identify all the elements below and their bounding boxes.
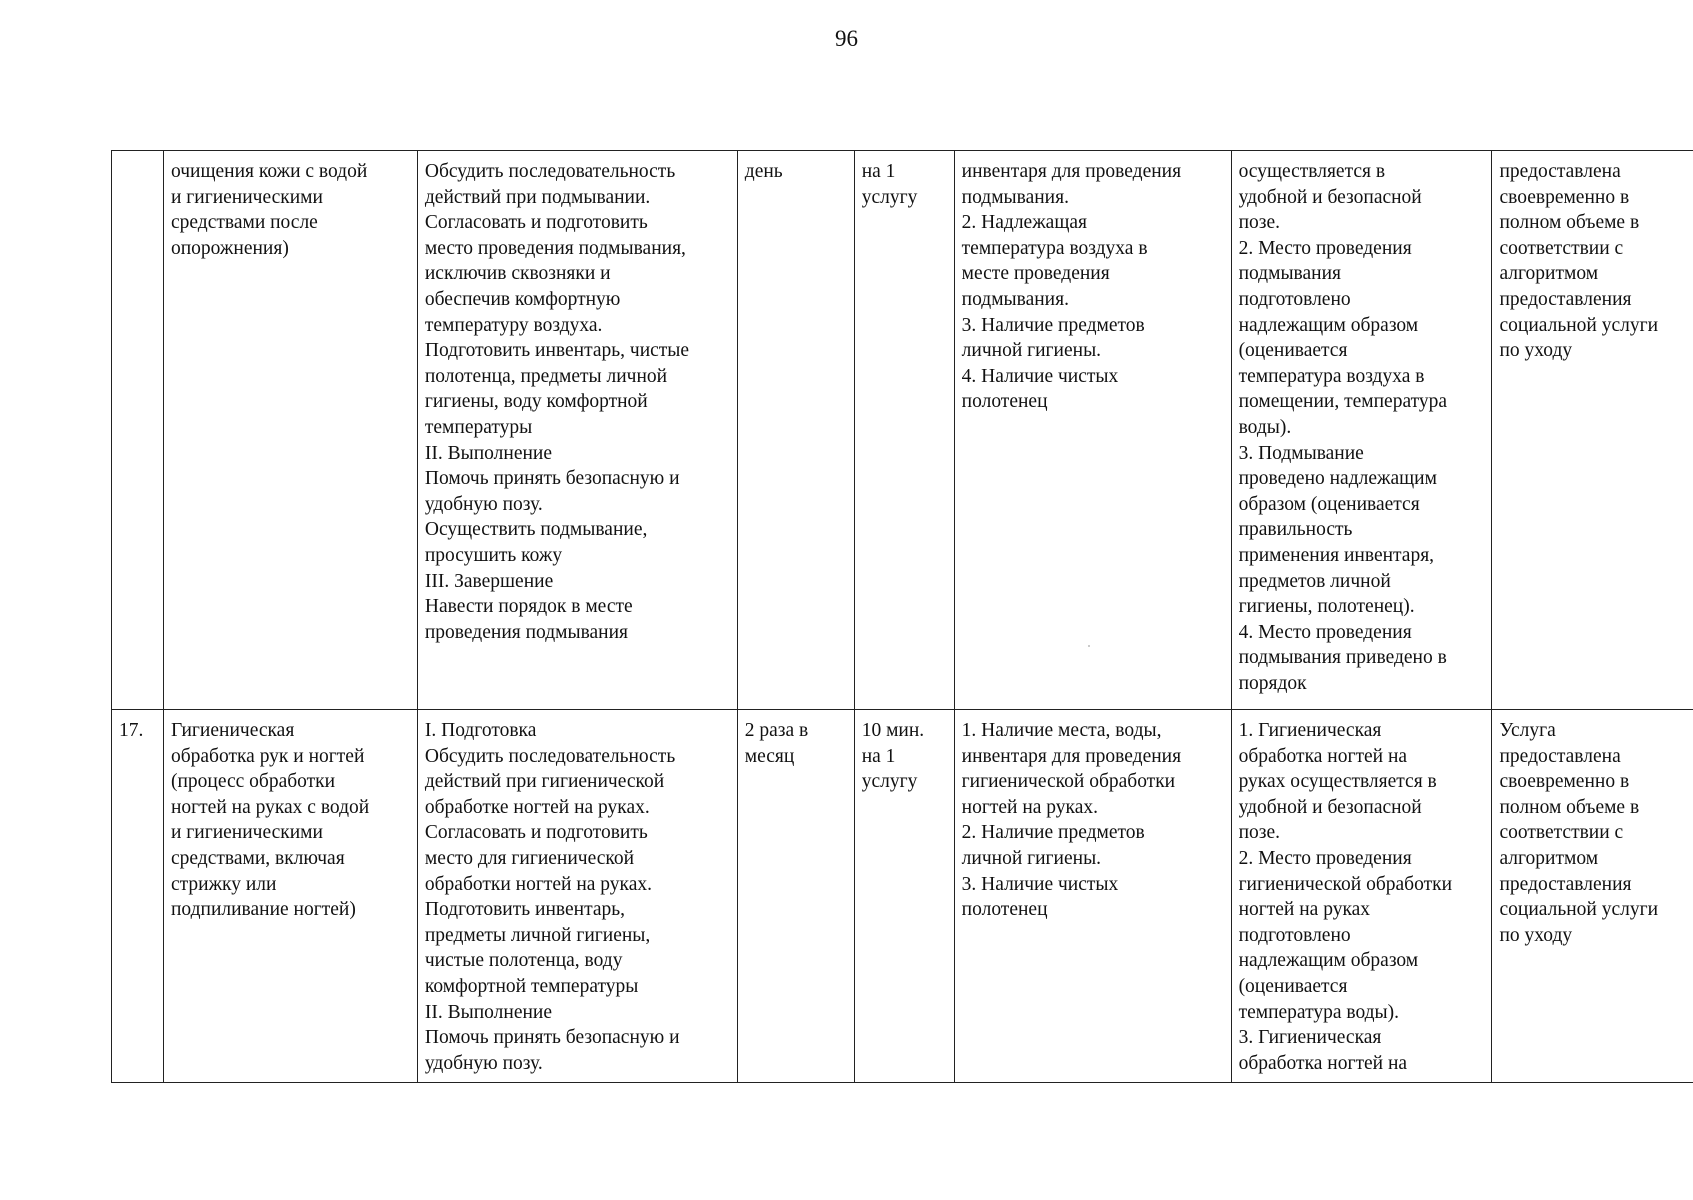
duration-cell (854, 710, 954, 1083)
text-line: очищения кожи с водой (170, 161, 368, 182)
services-table (111, 150, 1693, 1083)
text-line: полотенец (961, 391, 1048, 413)
text-line: проведено надлежащим (1238, 468, 1437, 490)
text-line: месте проведения (961, 263, 1110, 285)
text-line: температуру воздуха. (424, 314, 603, 336)
text-line: подмывания приведено в (1238, 647, 1447, 669)
text-line: 4. Место проведения (1238, 621, 1412, 643)
text-line: температура воды). (1238, 1001, 1400, 1023)
text-line: опорожнения) (170, 237, 289, 259)
text-line: обработке ногтей на руках. (424, 796, 650, 818)
table-row (112, 710, 1693, 1083)
text-line: 3. Гигиеническая (1238, 1027, 1382, 1049)
text-line: надлежащим образом (1238, 314, 1419, 336)
text-line: II. Выполнение (424, 1001, 552, 1023)
text-line: подготовлено (1238, 924, 1351, 946)
text-line: инвентаря для проведения (961, 161, 1182, 182)
text-line: проведения подмывания (424, 621, 629, 643)
text-line: Осуществить подмывание, (424, 519, 648, 541)
text-line: гигиены, воду комфортной (424, 391, 648, 413)
text-line: инвентаря для проведения (961, 745, 1182, 767)
text-line: обработка рук и ногтей (170, 745, 365, 767)
text-line: услугу (861, 186, 918, 208)
text-line: средствами, включая (170, 847, 345, 869)
text-line: Обсудить последовательность (424, 161, 676, 182)
frequency-cell (737, 710, 854, 1083)
text-line: Услуга (1499, 720, 1556, 741)
result-cell (1492, 710, 1693, 1083)
text-line: месяц (744, 745, 795, 767)
text-line: 4. Наличие чистых (961, 365, 1119, 387)
text-line: место для гигиенической (424, 847, 635, 869)
text-line: порядок (1238, 672, 1307, 694)
text-line: предоставлена (1499, 745, 1621, 767)
quality-indicators-cell (1231, 151, 1492, 710)
text-line: и гигиеническими (170, 186, 323, 208)
text-line: Согласовать и подготовить (424, 822, 648, 844)
text-line: действий при подмывании. (424, 186, 651, 208)
text-line: позе. (1238, 822, 1280, 844)
conditions-cell (954, 710, 1231, 1083)
service-name-cell (163, 151, 417, 710)
result-cell (1492, 151, 1693, 710)
text-line: воды). (1238, 416, 1292, 438)
text-line: и гигиеническими (170, 822, 323, 844)
text-line: подмывания. (961, 288, 1069, 310)
text-line: Помочь принять безопасную и (424, 468, 680, 490)
scan-speck (1088, 645, 1090, 647)
text-line: день (744, 161, 783, 182)
text-line: 1. Наличие места, воды, (961, 720, 1162, 741)
text-line: температуры (424, 416, 533, 438)
text-line: услугу (861, 771, 918, 793)
text-line: I. Подготовка (424, 720, 537, 741)
text-line: температура воздуха в (961, 237, 1148, 259)
text-line: алгоритмом (1499, 847, 1599, 869)
text-line: просушить кожу (424, 544, 563, 566)
text-line: на 1 (861, 161, 896, 182)
text-line: действий при гигиенической (424, 771, 665, 793)
text-line: личной гигиены. (961, 340, 1102, 362)
conditions-cell (954, 151, 1231, 710)
text-line: чистые полотенца, воду (424, 950, 623, 972)
text-line: 3. Подмывание (1238, 442, 1364, 464)
row-number-cell (112, 151, 164, 710)
text-line: помещении, температура (1238, 391, 1448, 413)
text-line: позе. (1238, 212, 1280, 234)
frequency-cell (737, 151, 854, 710)
text-line: надлежащим образом (1238, 950, 1419, 972)
text-line: 2. Место проведения (1238, 847, 1412, 869)
text-line: полном объеме в (1499, 796, 1640, 818)
text-line: своевременно в (1499, 771, 1630, 793)
text-line: образом (оценивается (1238, 493, 1420, 515)
text-line: осуществляется в (1238, 161, 1386, 182)
service-content-cell (417, 151, 737, 710)
text-line: гигиены, полотенец). (1238, 596, 1415, 618)
text-line: предметы личной гигиены, (424, 924, 651, 946)
text-line: температура воздуха в (1238, 365, 1425, 387)
text-line: (оценивается (1238, 340, 1348, 362)
text-line: Навести порядок в месте (424, 596, 633, 618)
text-line: предоставлена (1499, 161, 1621, 182)
text-line: ногтей на руках. (961, 796, 1098, 818)
text-line: полотенца, предметы личной (424, 365, 668, 387)
text-line: Подготовить инвентарь, чистые (424, 340, 690, 362)
text-line: полном объеме в (1499, 212, 1640, 234)
text-line: комфортной температуры (424, 975, 639, 997)
text-line: II. Выполнение (424, 442, 552, 464)
text-line: удобную позу. (424, 1052, 543, 1074)
text-line: по уходу (1499, 340, 1573, 362)
text-line: 2 раза в (744, 720, 809, 741)
text-line: обработки ногтей на руках. (424, 873, 653, 895)
text-line: 2. Надлежащая (961, 212, 1087, 234)
text-line: алгоритмом (1499, 263, 1599, 285)
service-content-cell (417, 710, 737, 1083)
text-line: Подготовить инвентарь, (424, 899, 626, 921)
text-line: предоставления (1499, 288, 1632, 310)
text-line: 10 мин. (861, 720, 925, 741)
text-line: полотенец (961, 899, 1048, 921)
text-line: III. Завершение (424, 570, 554, 592)
text-line: Обсудить последовательность (424, 745, 676, 767)
text-line: обработка ногтей на (1238, 745, 1408, 767)
row-number-cell: 17. (112, 710, 164, 1083)
text-line: (процесс обработки (170, 771, 336, 793)
text-line: (оценивается (1238, 975, 1348, 997)
text-line: исключив сквозняки и (424, 263, 611, 285)
text-line: соответствии с (1499, 237, 1624, 259)
text-line: обеспечив комфортную (424, 288, 621, 310)
text-line: обработка ногтей на (1238, 1052, 1408, 1074)
text-line: гигиенической обработки (1238, 873, 1453, 895)
text-line: соответствии с (1499, 822, 1624, 844)
text-line: правильность (1238, 519, 1353, 541)
text-line: предоставления (1499, 873, 1632, 895)
page-number: 96 (835, 26, 858, 51)
text-line: 1. Гигиеническая (1238, 720, 1382, 741)
text-line: подмывания. (961, 186, 1069, 208)
text-line: ногтей на руках с водой (170, 796, 370, 818)
text-line: удобной и безопасной (1238, 796, 1422, 818)
text-line: по уходу (1499, 924, 1573, 946)
text-line: 3. Наличие предметов (961, 314, 1145, 336)
text-line: ногтей на руках (1238, 899, 1371, 921)
text-line: средствами после (170, 212, 318, 234)
text-line: 3. Наличие чистых (961, 873, 1119, 895)
text-line: социальной услуги (1499, 314, 1659, 336)
text-line: Помочь принять безопасную и (424, 1027, 680, 1049)
text-line: руках осуществляется в (1238, 771, 1437, 793)
text-line: удобную позу. (424, 493, 543, 515)
text-line: подпиливание ногтей) (170, 899, 356, 921)
text-line: социальной услуги (1499, 899, 1659, 921)
text-line: Гигиеническая (170, 720, 295, 741)
text-line: предметов личной (1238, 570, 1391, 592)
text-line: на 1 (861, 745, 896, 767)
text-line: Согласовать и подготовить (424, 212, 648, 234)
text-line: подготовлено (1238, 288, 1351, 310)
text-line: место проведения подмывания, (424, 237, 686, 259)
text-line: своевременно в (1499, 186, 1630, 208)
text-line: 2. Наличие предметов (961, 822, 1145, 844)
text-line: личной гигиены. (961, 847, 1102, 869)
text-line: гигиенической обработки (961, 771, 1176, 793)
text-line: удобной и безопасной (1238, 186, 1422, 208)
text-line: стрижку или (170, 873, 277, 895)
table-row (112, 151, 1693, 710)
text-line: применения инвентаря, (1238, 544, 1435, 566)
text-line: 2. Место проведения (1238, 237, 1412, 259)
service-name-cell (163, 710, 417, 1083)
duration-cell (854, 151, 954, 710)
quality-indicators-cell (1231, 710, 1492, 1083)
text-line: подмывания (1238, 263, 1341, 285)
